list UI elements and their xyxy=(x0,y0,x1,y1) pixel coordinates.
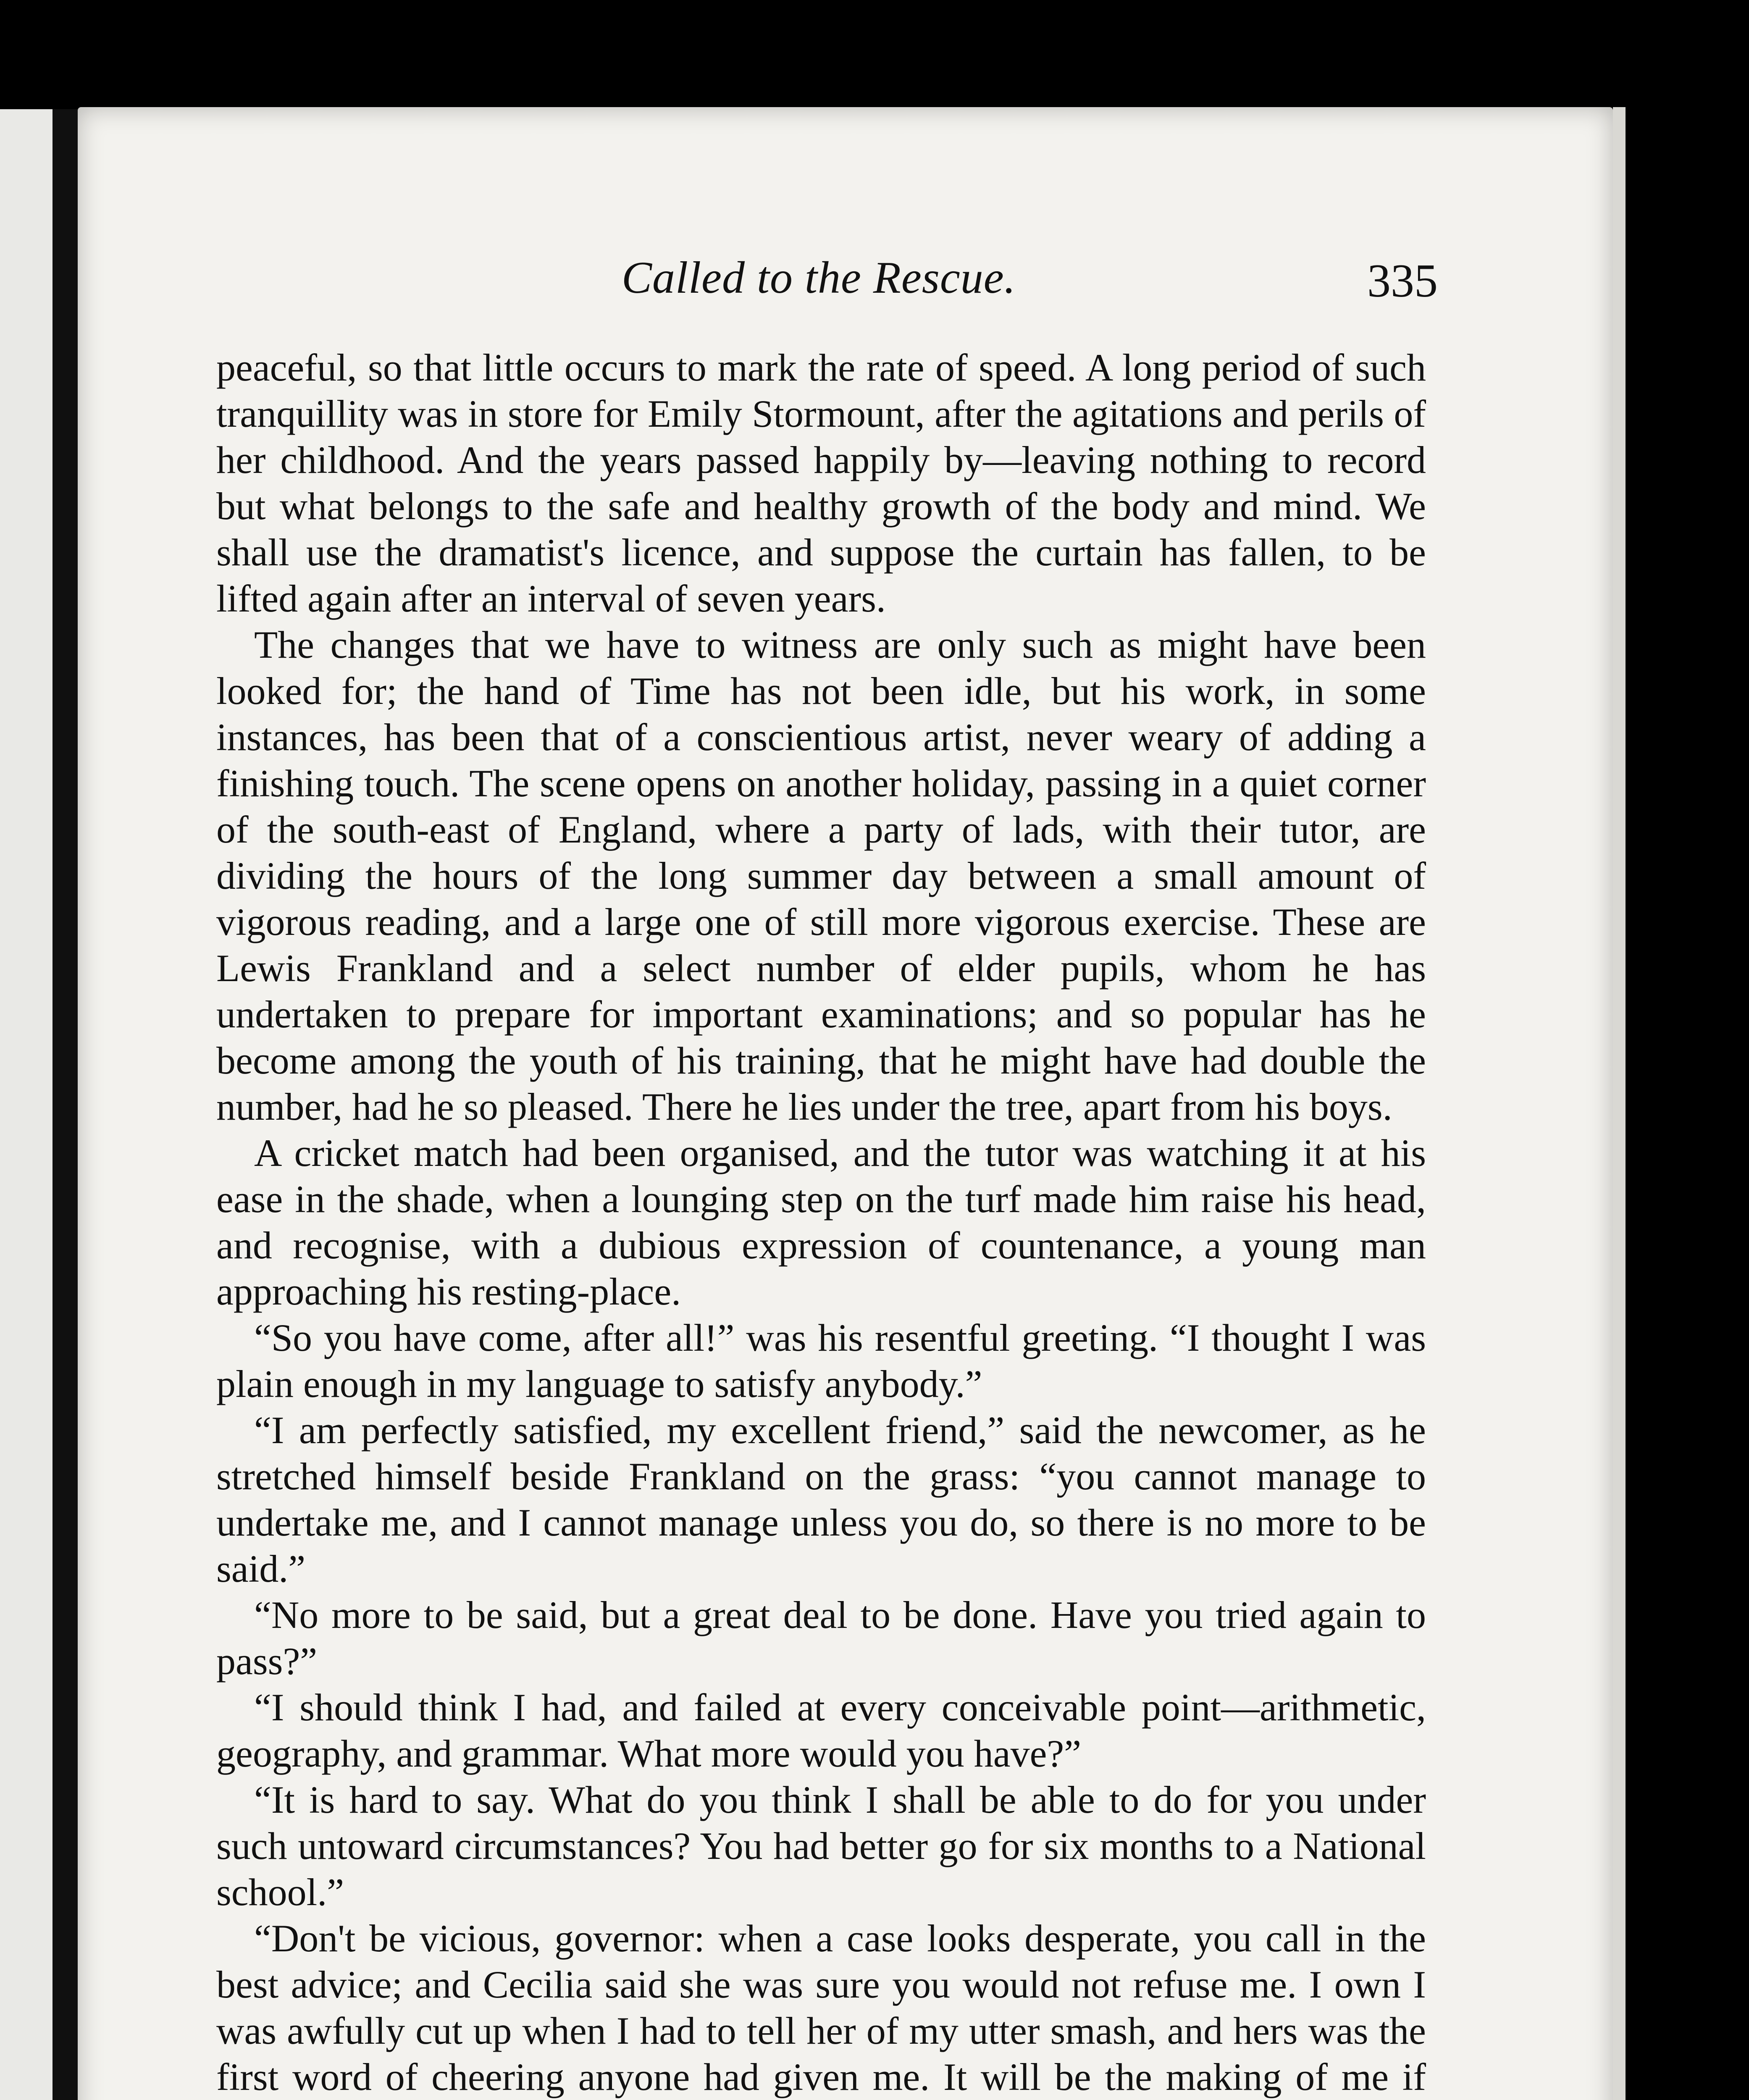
page-edge xyxy=(1613,107,1626,2100)
facing-page-edge xyxy=(0,109,53,2100)
running-title: Called to the Rescue. xyxy=(622,253,1016,303)
paragraph: peaceful, so that little occurs to mark the rate of speed. A long period of such tranquillity was in store for Emily Stormount, after the agitations and perils of her childhood. And the years passed happily by—leaving nothing to record but what belongs to the safe and healthy growth of the body and mind. We shall use the dramatist's licence, and suppose the curtain has fallen, to be lifted again after an interval of seven years. xyxy=(216,346,1426,620)
paragraph: “So you have come, after all!” was his resentful greeting. “I thought I was plain enough in my language to satisfy anybody.” xyxy=(216,1316,1426,1405)
paragraph: A cricket match had been organised, and the tutor was watching it at his ease in the shade, when a lounging step on the turf made him raise his head, and recognise, with a dubious expression of countenance, a young man approaching his resting-place. xyxy=(216,1131,1426,1313)
page-number: 335 xyxy=(1367,255,1438,307)
paragraph: “Don't be vicious, governor: when a case looks desperate, you call in the best advice; and Cecilia said she was sure you would not refuse me. I own I was awfully cut up when I had to tell her of my utter smash, and hers was the first word of cheering anyone had given me. It will be the making of me if xyxy=(216,1917,1426,2098)
paragraph: “I am perfectly satisfied, my excellent friend,” said the newcomer, as he stretched himself beside Frankland on the grass: “you cannot manage to undertake me, and I cannot manage unless you do, so there is no more to be said.” xyxy=(216,1409,1426,1590)
binding-gutter xyxy=(53,109,78,2100)
paragraph: “It is hard to say. What do you think I shall be able to do for you under such untoward circumstances? You had better go for six months to a National school.” xyxy=(216,1778,1426,1914)
paragraph: “No more to be said, but a great deal to be done. Have you tried again to pass?” xyxy=(216,1593,1426,1683)
paragraph: “I should think I had, and failed at every conceivable point—arithmetic, geography, and grammar. What more would you have?” xyxy=(216,1686,1426,1775)
body-text xyxy=(216,344,1426,2100)
paragraph: The changes that we have to witness are only such as might have been looked for; the hand of Time has not been idle, but his work, in some instances, has been that of a conscientious artist, never weary of adding a finishing touch. The scene opens on another holiday, passing in a quiet corner of the south-east of England, where a party of lads, with their tutor, are dividing the hours of the long summer day between a small amount of vigorous reading, and a large one of still more vigorous exercise. These are Lewis Frankland and a select number of elder pupils, whom he has undertaken to prepare for important examinations; and so popular has he become among the youth of his training, that he might have had double the number, had he so pleased. There he lies under the tree, apart from his boys. xyxy=(216,623,1426,1128)
